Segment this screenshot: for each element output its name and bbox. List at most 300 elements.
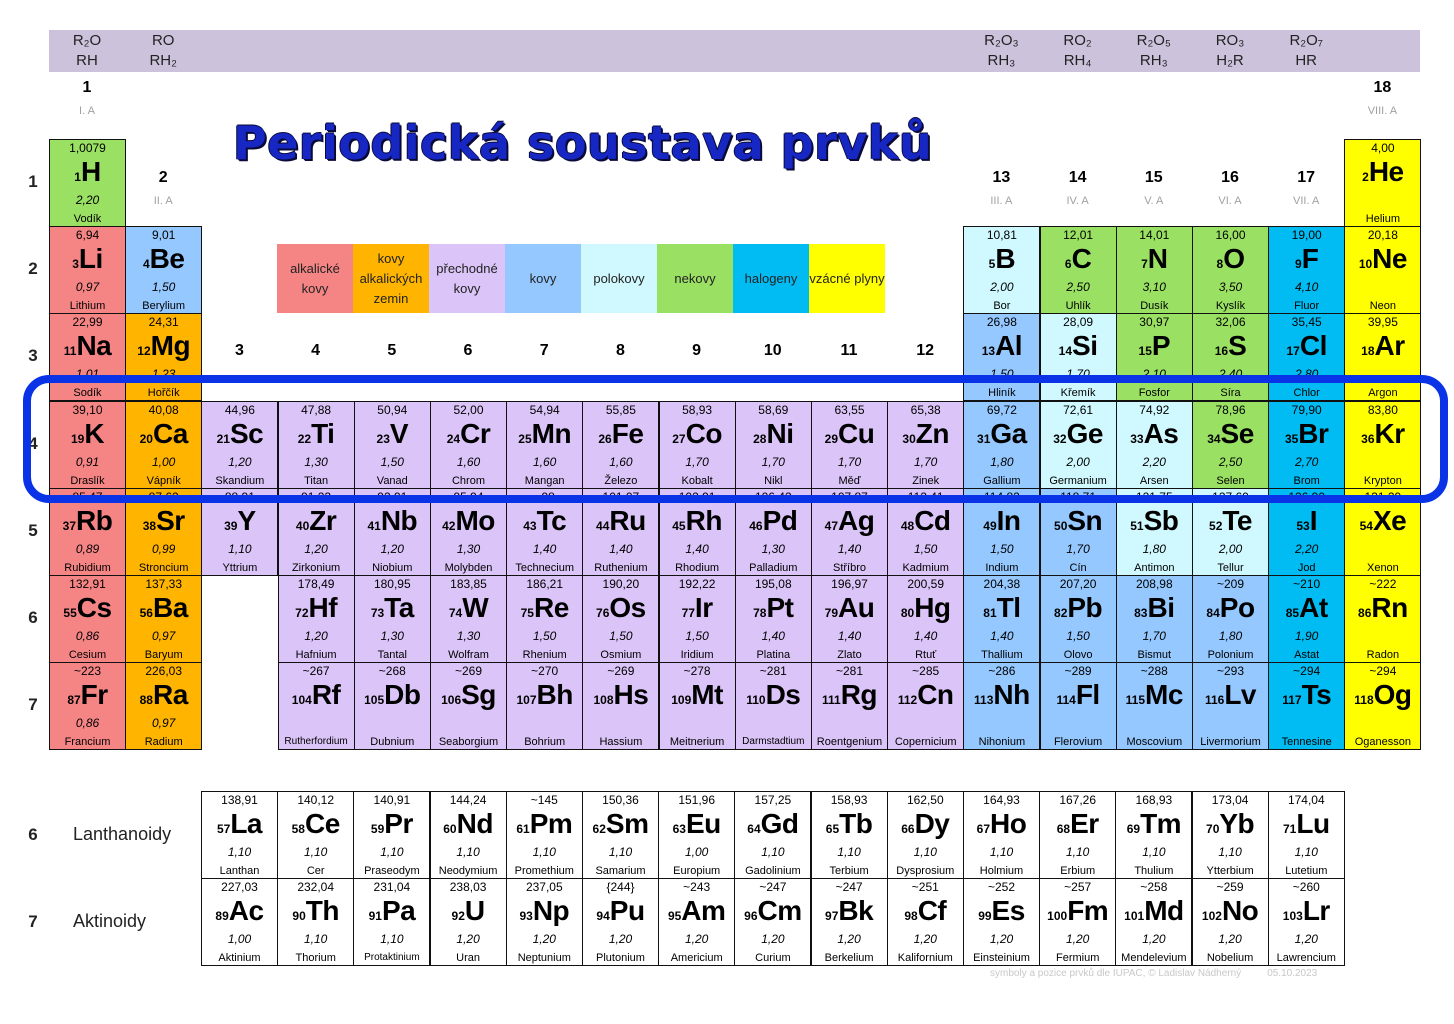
atomic-mass: ~145 (530, 793, 558, 807)
symbol-text: Mo (455, 504, 495, 536)
atomic-number: 32 (1053, 431, 1067, 446)
symbol-text: Rf (311, 679, 341, 711)
atomic-mass: ~293 (1216, 664, 1245, 679)
element-name: Promethium (514, 865, 574, 877)
element-cell[interactable] (734, 791, 811, 879)
element-cell[interactable] (963, 791, 1040, 879)
element-cell[interactable] (125, 575, 202, 663)
symbol-text: Cu (838, 417, 875, 449)
element-name: Indium (985, 561, 1019, 574)
element-name: Thallium (981, 649, 1023, 661)
electronegativity: 2,00 (990, 280, 1014, 295)
legend-item (505, 244, 581, 313)
electronegativity: 1,40 (685, 541, 709, 556)
element-symbol (1345, 591, 1420, 630)
element-cell[interactable] (1344, 226, 1421, 314)
atomic-mass: 95,94 (453, 489, 484, 504)
electronegativity: 1,10 (380, 845, 404, 859)
element-cell[interactable] (582, 662, 659, 750)
oxide-line: R₂O (72, 32, 102, 49)
symbol-text: Pb (1067, 592, 1103, 623)
element-cell[interactable] (49, 226, 126, 314)
element-symbol (431, 591, 506, 630)
element-name: Lithium (69, 300, 106, 313)
symbol-text: V (389, 417, 409, 449)
element-cell[interactable] (506, 878, 583, 966)
element-cell[interactable] (811, 791, 888, 879)
element-cell[interactable] (201, 878, 278, 966)
footer-credit (990, 968, 1317, 979)
element-name: Zlato (837, 649, 862, 661)
group-number: 2 (158, 169, 168, 186)
element-symbol (50, 242, 125, 281)
hydride-line: RH₃ (987, 52, 1016, 69)
element-symbol (355, 678, 430, 717)
electronegativity: 0,86 (75, 629, 100, 643)
element-cell[interactable] (354, 662, 431, 750)
element-cell[interactable] (1268, 878, 1345, 966)
element-name: Dusík (1140, 300, 1169, 313)
element-cell[interactable] (811, 878, 888, 966)
element-symbol (431, 504, 506, 543)
element-cell[interactable] (887, 575, 964, 663)
period-number: 6 (28, 608, 38, 627)
element-cell[interactable] (125, 226, 202, 314)
element-cell[interactable] (1192, 878, 1269, 966)
atomic-number: 19 (70, 431, 85, 446)
atomic-number: 114 (1056, 693, 1076, 708)
element-symbol (736, 504, 811, 543)
atomic-mass: 204,38 (983, 577, 1021, 591)
atomic-mass: 121,75 (1135, 489, 1173, 504)
element-symbol (278, 894, 353, 933)
oxide-formula (1268, 31, 1344, 71)
symbol-text: P (1151, 330, 1171, 362)
symbol-text: Cf (917, 895, 947, 927)
element-cell[interactable] (887, 791, 964, 879)
atomic-mass: ~98 (534, 489, 555, 504)
atomic-number: 91 (368, 909, 382, 924)
atomic-number: 117 (1282, 693, 1302, 708)
electronegativity: 1,20 (761, 932, 785, 947)
element-cell[interactable] (353, 878, 430, 966)
element-cell[interactable] (49, 575, 126, 663)
element-cell[interactable] (582, 878, 659, 966)
atomic-mass: 69,72 (986, 402, 1017, 417)
atomic-number: 111 (821, 693, 841, 708)
element-cell[interactable] (1039, 878, 1116, 966)
group-label (506, 341, 582, 361)
element-cell[interactable] (811, 575, 888, 663)
electronegativity: 1,40 (761, 629, 785, 643)
element-cell[interactable] (1116, 662, 1193, 750)
oxide-line: R₂O₃ (984, 32, 1019, 49)
element-name: Bohrium (524, 736, 566, 749)
group-old-name: VII. A (1293, 195, 1320, 207)
element-name: Oganesson (1354, 736, 1412, 749)
element-name: Kadmium (902, 561, 949, 574)
symbol-text: Ts (1301, 679, 1332, 711)
atomic-number: 55 (63, 606, 77, 620)
element-name: Olovo (1063, 649, 1093, 661)
electronegativity: 1,10 (227, 845, 252, 859)
oxide-formula (963, 31, 1039, 71)
element-cell[interactable] (1115, 878, 1192, 966)
element-cell[interactable] (430, 662, 507, 750)
element-cell[interactable] (353, 791, 430, 879)
electronegativity: 1,20 (304, 629, 328, 643)
element-name: Brom (1293, 474, 1320, 487)
atomic-mass: 157,25 (754, 793, 792, 807)
element-cell[interactable] (1040, 226, 1117, 314)
symbol-text: Np (532, 895, 570, 927)
element-symbol (126, 329, 201, 368)
element-cell[interactable] (430, 575, 507, 663)
date-text: 05.10.2023 (1267, 968, 1318, 979)
group-old-name: V. A (1144, 195, 1164, 207)
element-cell[interactable] (277, 878, 354, 966)
atomic-number: 54 (1359, 518, 1373, 533)
element-cell[interactable] (1115, 791, 1192, 879)
element-cell[interactable] (430, 878, 507, 966)
symbol-text: Nd (456, 808, 493, 839)
atomic-mass: 39,10 (72, 402, 103, 417)
electronegativity: 1,10 (304, 932, 328, 947)
series-name: Lanthanoidy (73, 824, 172, 844)
element-cell[interactable] (506, 791, 583, 879)
legend-item (657, 244, 733, 313)
electronegativity: 1,60 (456, 454, 481, 469)
atomic-mass: ~259 (1216, 880, 1244, 895)
atomic-number: 46 (749, 518, 763, 533)
symbol-text: Fl (1075, 679, 1100, 711)
element-cell[interactable] (1268, 791, 1345, 879)
oxide-line: RO (151, 32, 175, 49)
element-cell[interactable] (278, 662, 355, 750)
element-cell[interactable] (1192, 575, 1269, 663)
group-number: 13 (992, 169, 1011, 186)
symbol-text: Co (685, 417, 722, 449)
atomic-mass: 28,09 (1063, 315, 1094, 330)
group-label (963, 168, 1039, 208)
element-cell[interactable] (125, 662, 202, 750)
symbol-text: Cr (460, 417, 491, 449)
element-symbol (583, 678, 658, 717)
electronegativity: 1,50 (609, 629, 633, 643)
element-name: Plutonium (596, 952, 645, 965)
electronegativity: 1,00 (152, 454, 176, 469)
atomic-number: 5 (988, 257, 996, 272)
element-cell[interactable] (1344, 575, 1421, 663)
element-cell[interactable] (354, 575, 431, 663)
element-name: Cesium (68, 649, 107, 661)
electronegativity: 1,00 (227, 932, 252, 947)
element-cell[interactable] (49, 139, 126, 227)
atomic-number: 45 (672, 518, 686, 533)
element-symbol (812, 591, 887, 630)
atomic-mass: ~281 (835, 664, 864, 679)
symbol-text: Bh (536, 679, 573, 711)
element-name: Lanthan (219, 865, 260, 877)
element-cell[interactable] (1040, 575, 1117, 663)
atomic-mass: 144,24 (449, 793, 487, 807)
atomic-number: 81 (983, 606, 997, 620)
atomic-mass: 20,18 (1367, 228, 1398, 243)
period-number: 1 (28, 172, 38, 191)
atomic-number: 60 (443, 822, 457, 836)
atomic-number: 30 (902, 431, 916, 446)
element-name: Meitnerium (669, 736, 725, 749)
element-symbol (1041, 242, 1116, 281)
element-name: Holmium (979, 865, 1024, 877)
atomic-mass: 39,95 (1367, 315, 1398, 330)
element-cell[interactable] (582, 575, 659, 663)
electronegativity: 1,10 (532, 845, 556, 859)
element-cell[interactable] (963, 226, 1040, 314)
element-cell[interactable] (1116, 226, 1193, 314)
electronegativity: 2,20 (1142, 454, 1166, 469)
element-symbol (354, 807, 429, 846)
oxide-line: RO₂ (1063, 32, 1092, 49)
element-symbol (1117, 504, 1192, 543)
element-cell[interactable] (963, 575, 1040, 663)
symbol-text: Og (1373, 679, 1412, 711)
element-symbol (1345, 242, 1420, 281)
hydride-line: HR (1295, 52, 1318, 69)
element-cell[interactable] (1268, 575, 1345, 663)
element-name: Neon (1369, 300, 1397, 313)
electronegativity: 1,20 (837, 932, 861, 947)
symbol-text: Bi (1147, 592, 1175, 623)
atomic-mass: 173,04 (1211, 793, 1249, 807)
symbol-text: Ir (694, 592, 713, 623)
atomic-mass: 178,49 (297, 577, 335, 591)
electronegativity: 1,50 (685, 629, 709, 643)
electronegativity: 1,90 (1295, 629, 1319, 643)
atomic-number: 98 (904, 909, 918, 924)
element-symbol (431, 894, 506, 933)
element-cell[interactable] (1268, 226, 1345, 314)
group-number: 17 (1297, 169, 1316, 186)
symbol-text: La (230, 808, 263, 839)
atomic-number: 29 (824, 431, 839, 446)
atomic-mass: ~209 (1216, 577, 1245, 591)
element-cell[interactable] (811, 662, 888, 750)
atomic-number: 26 (598, 431, 612, 446)
atomic-number: 69 (1126, 822, 1141, 836)
element-symbol (1193, 894, 1268, 933)
element-cell[interactable] (1116, 575, 1193, 663)
electronegativity: 1,80 (1218, 629, 1243, 643)
element-cell[interactable] (1268, 662, 1345, 750)
element-cell[interactable] (735, 575, 812, 663)
atomic-number: 93 (519, 909, 533, 924)
element-cell[interactable] (1344, 662, 1421, 750)
element-cell[interactable] (887, 662, 964, 750)
element-symbol (507, 807, 582, 846)
element-cell[interactable] (1344, 139, 1421, 227)
symbol-text: Fr (80, 679, 108, 711)
atomic-mass: 12,01 (1063, 228, 1094, 243)
element-cell[interactable] (49, 662, 126, 750)
atomic-number: 49 (983, 518, 997, 533)
atomic-mass: 183,85 (450, 577, 487, 591)
element-symbol (202, 894, 277, 933)
atomic-number: 21 (216, 431, 230, 446)
symbol-text: N (1147, 243, 1168, 275)
atomic-number: 2 (1362, 170, 1369, 184)
electronegativity: 1,20 (1142, 932, 1166, 947)
symbol-text: Tc (536, 504, 567, 536)
credit-text: symboly a pozice prvků dle IUPAC, © Ladislav Nádherný (990, 968, 1242, 979)
series-name: Aktinoidy (73, 911, 147, 932)
atomic-number: 74 (448, 606, 463, 620)
element-symbol (583, 504, 658, 543)
atomic-number: 95 (667, 909, 682, 924)
atomic-mass: 101,07 (602, 489, 640, 504)
element-cell[interactable] (1192, 791, 1269, 879)
atomic-number: 20 (139, 431, 153, 446)
atomic-mass: 106,42 (754, 489, 792, 504)
electronegativity: 1,40 (533, 541, 557, 556)
electronegativity: 1,50 (152, 280, 176, 295)
atomic-mass: 9,01 (152, 228, 176, 243)
element-name: Technecium (515, 561, 575, 574)
element-name: Darmstadtium (742, 736, 805, 748)
symbol-text: Ga (990, 417, 1027, 449)
symbol-text: C (1071, 243, 1092, 275)
atomic-mass: 92,91 (377, 489, 408, 504)
atomic-mass: 118,71 (1060, 489, 1096, 504)
symbol-text: Au (838, 592, 875, 623)
group-number: 10 (763, 342, 782, 359)
electronegativity: 1,30 (761, 541, 785, 556)
symbol-text: Hf (308, 592, 338, 623)
element-cell[interactable] (1040, 662, 1117, 750)
atomic-number: 70 (1206, 822, 1220, 836)
atomic-mass: ~247 (835, 880, 863, 895)
group-label (125, 168, 201, 208)
element-symbol (1041, 678, 1116, 717)
element-cell[interactable] (735, 662, 812, 750)
atomic-mass: 52,00 (453, 402, 484, 417)
element-cell[interactable] (506, 575, 583, 663)
electronegativity: 3,10 (1142, 280, 1166, 295)
atomic-mass: 190,20 (602, 577, 640, 591)
element-symbol (736, 678, 811, 717)
atomic-number: 82 (1054, 606, 1068, 620)
element-name: Gallium (983, 474, 1021, 487)
element-cell[interactable] (430, 791, 507, 879)
atomic-mass: 127,60 (1212, 489, 1249, 504)
element-symbol (507, 678, 582, 717)
symbol-text: Rh (685, 504, 722, 536)
element-symbol (888, 807, 963, 846)
element-cell[interactable] (658, 791, 735, 879)
symbol-text: Ds (765, 679, 801, 711)
element-name: Samarium (595, 865, 646, 877)
element-name: Cín (1069, 561, 1087, 574)
element-symbol (355, 504, 430, 543)
element-cell[interactable] (201, 791, 278, 879)
group-label (1040, 168, 1116, 208)
atomic-mass: 79,90 (1291, 402, 1322, 417)
atomic-number: 33 (1130, 431, 1144, 446)
group-label (430, 341, 506, 361)
symbol-text: Fe (611, 417, 644, 449)
element-name: Kalifornium (897, 952, 953, 965)
atomic-mass: ~252 (987, 880, 1016, 895)
element-cell[interactable] (1192, 662, 1269, 750)
element-cell[interactable] (887, 878, 964, 966)
element-name: Germanium (1049, 474, 1107, 487)
atomic-mass: ~294 (1369, 664, 1397, 679)
period-number: 4 (28, 433, 38, 453)
element-name: Europium (673, 865, 721, 877)
group-number: 18 (1373, 79, 1392, 96)
element-name: Mangan (524, 474, 565, 487)
oxide-formula (1192, 31, 1268, 71)
group-label (49, 78, 125, 118)
element-cell[interactable] (963, 878, 1040, 966)
element-cell[interactable] (1192, 226, 1269, 314)
atomic-number: 68 (1056, 822, 1071, 836)
group-number: 3 (234, 342, 244, 359)
legend-label: přechodné kovy (436, 260, 498, 296)
element-cell[interactable] (278, 575, 355, 663)
atomic-number: 25 (518, 431, 532, 446)
element-name: Arsen (1139, 474, 1169, 487)
element-cell[interactable] (277, 791, 354, 879)
element-cell[interactable] (659, 575, 736, 663)
element-cell[interactable] (659, 662, 736, 750)
element-cell[interactable] (1039, 791, 1116, 879)
symbol-text: I (1309, 504, 1317, 536)
element-cell[interactable] (658, 878, 735, 966)
atomic-mass: 22,99 (72, 315, 103, 330)
legend-label: kovy alkalických zemin (359, 250, 423, 306)
atomic-mass: 40,08 (148, 402, 179, 417)
element-name: Argon (1368, 387, 1398, 400)
symbol-text: Ra (152, 679, 188, 711)
atomic-mass: ~257 (1064, 880, 1092, 895)
period-number: 3 (28, 346, 38, 366)
atomic-mass: ~210 (1293, 577, 1321, 591)
element-name: Neodymium (438, 865, 498, 877)
symbol-text: S (1228, 330, 1247, 362)
atomic-mass: ~269 (454, 664, 483, 679)
element-name: Niobium (372, 561, 413, 574)
symbol-text: Pm (529, 808, 573, 839)
atomic-mass: ~251 (911, 880, 939, 895)
element-cell[interactable] (734, 878, 811, 966)
atomic-number: 73 (370, 606, 385, 620)
element-cell[interactable] (963, 662, 1040, 750)
atomic-mass: 91,22 (301, 489, 332, 504)
element-symbol (1116, 807, 1191, 846)
element-symbol (964, 329, 1039, 368)
atomic-number: 41 (367, 518, 381, 533)
group-old-name: VI. A (1218, 195, 1242, 207)
element-symbol (431, 678, 506, 717)
element-cell[interactable] (506, 662, 583, 750)
atomic-number: 107 (516, 693, 537, 708)
element-cell[interactable] (582, 791, 659, 879)
electronegativity: 1,10 (380, 932, 404, 947)
element-symbol (735, 807, 810, 846)
atomic-mass: ~260 (1292, 880, 1320, 895)
atomic-mass: 231,04 (373, 880, 411, 895)
